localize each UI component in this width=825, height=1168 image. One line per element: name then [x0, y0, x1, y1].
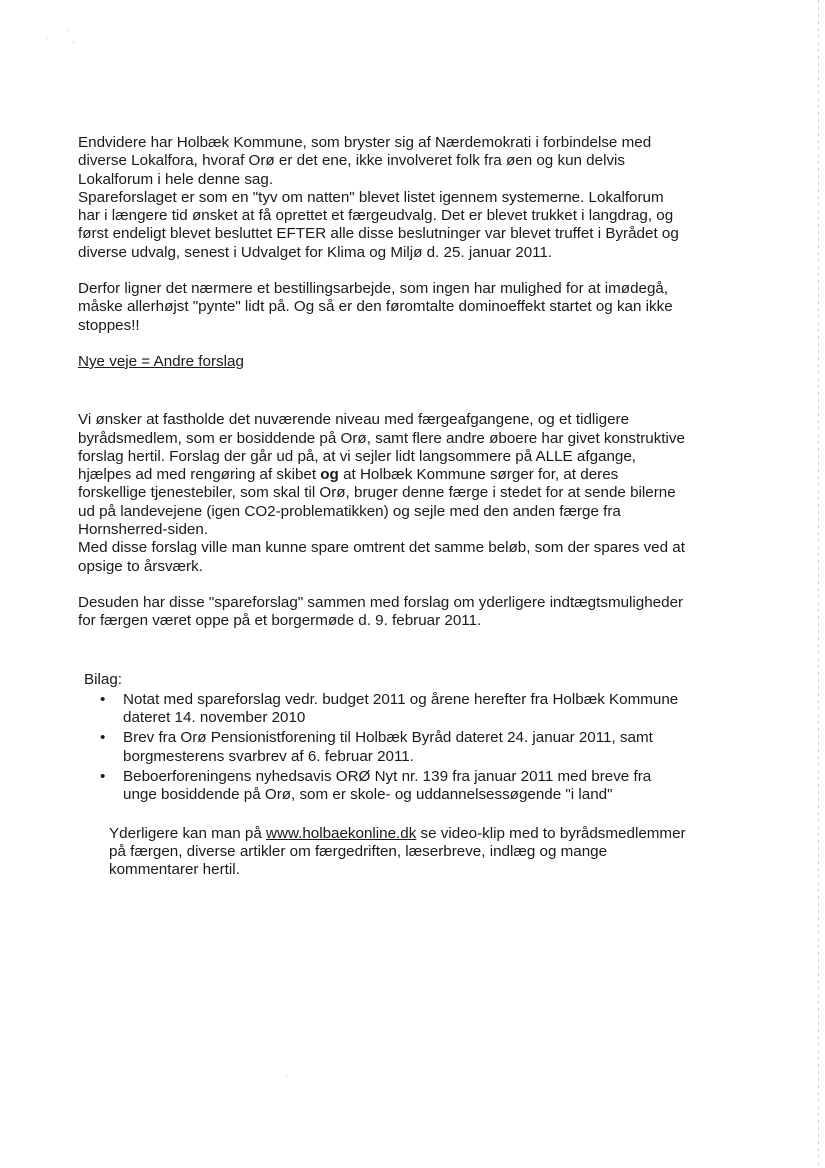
text-line: først endeligt blevet besluttet EFTER alle disse beslutninger var blevet truffet i Byrådet og [78, 225, 679, 243]
text-line [109, 825, 748, 843]
text-segment: Yderligere kan man på [109, 824, 267, 842]
letter-body [78, 134, 748, 880]
scan-edge-line [818, 0, 819, 1168]
paragraph-5 [78, 539, 748, 576]
bullet-icon: • [100, 729, 106, 747]
scan-speck: · [66, 25, 70, 36]
text-line: ud på landevejene (igen CO2-problematikken) og sejle med den anden færge fra [78, 502, 621, 520]
text-line: Spareforslaget er som en "tyv om natten" blevet listet igennem systemerne. Lokalforum [78, 188, 664, 206]
text-line: for færgen været oppe på et borgermøde d. 9. februar 2011. [78, 612, 482, 630]
text-line: diverse Lokalfora, hvoraf Orø er det ene, ikke involveret folk fra øen og kun delvis [78, 152, 626, 170]
bold-word: og [320, 466, 339, 484]
text-line: byrådsmedlem, som er bosiddende på Orø, samt flere andre øboere har givet konstruktive [78, 429, 685, 447]
scan-speck: · [285, 1071, 289, 1082]
text-line: Vi ønsker at fastholde det nuværende niveau med færgeafgangene, og et tidligere [78, 411, 630, 429]
list-item [78, 768, 748, 805]
text-line: Beboerforeningens nyhedsavis ORØ Nyt nr. 139 fra januar 2011 med breve fra [123, 768, 652, 786]
text-line: Desuden har disse "spareforslag" sammen med forslag om yderligere indtægtsmuligheder [78, 593, 684, 611]
attachments-list [78, 691, 748, 805]
bullet-icon: • [100, 768, 106, 786]
text-segment: at Holbæk Kommune sørger for, at deres [338, 466, 619, 484]
text-segment: se video-klip med to byrådsmedlemmer [416, 824, 686, 842]
paragraph-6 [78, 594, 748, 631]
text-line: forslag hertil. Forslag der går ud på, at vi sejler lidt langsommere på ALLE afgange, [78, 447, 637, 465]
attachments-title: Bilag: [84, 670, 122, 688]
paragraph-3 [78, 280, 748, 335]
text-line: Med disse forslag ville man kunne spare omtrent det samme beløb, som der spares ved at [78, 539, 685, 557]
text-line: Derfor ligner det nærmere et bestillingsarbejde, som ingen har mulighed for at imødegå, [78, 280, 669, 298]
closing-paragraph [109, 825, 748, 880]
text-line [78, 466, 748, 484]
paragraph-4 [78, 411, 748, 539]
text-line: stoppes!! [78, 316, 140, 334]
text-line: Lokalforum i hele denne sag. [78, 170, 274, 188]
paragraph-1 [78, 134, 748, 189]
bullet-icon: • [100, 690, 106, 708]
text-line: på færgen, diverse artikler om færgedriften, læserbreve, indlæg og mange [109, 842, 608, 860]
text-line: har i længere tid ønsket at få oprettet et færgeudvalg. Det er blevet trukket i langdrag, og [78, 207, 674, 225]
text-segment: hjælpes ad med rengøring af skibet [78, 466, 321, 484]
text-line: dateret 14. november 2010 [123, 709, 306, 727]
scan-speck: · [72, 37, 76, 48]
text-line: diverse udvalg, senest i Udvalget for Klima og Miljø d. 25. januar 2011. [78, 243, 553, 261]
text-line: unge bosiddende på Orø, som er skole- og uddannelsessøgende "i land" [123, 786, 613, 804]
text-line: Hornsherred-siden. [78, 521, 208, 539]
scan-speck: · [45, 33, 49, 44]
list-item [78, 729, 748, 766]
text-line: kommentarer hertil. [109, 861, 240, 879]
paragraph-2 [78, 189, 748, 262]
text-line: forskellige tjenestebiler, som skal til Orø, bruger denne færge i stedet for at sende bilerne [78, 484, 676, 502]
text-line: Endvidere har Holbæk Kommune, som bryster sig af Nærdemokrati i forbindelse med [78, 134, 652, 151]
text-line: Brev fra Orø Pensionistforening til Holbæk Byråd dateret 24. januar 2011, samt [123, 729, 653, 747]
text-line: borgmesterens svarbrev af 6. februar 2011. [123, 747, 414, 765]
section-heading: Nye veje = Andre forslag [78, 352, 244, 370]
website-link[interactable]: www.holbaekonline.dk [266, 824, 417, 842]
text-line: Notat med spareforslag vedr. budget 2011 og årene herefter fra Holbæk Kommune [123, 690, 679, 708]
list-item [78, 691, 748, 728]
text-line: opsige to årsværk. [78, 557, 203, 575]
text-line: måske allerhøjst "pynte" lidt på. Og så er den føromtalte dominoeffekt startet og kan ikke [78, 298, 673, 316]
